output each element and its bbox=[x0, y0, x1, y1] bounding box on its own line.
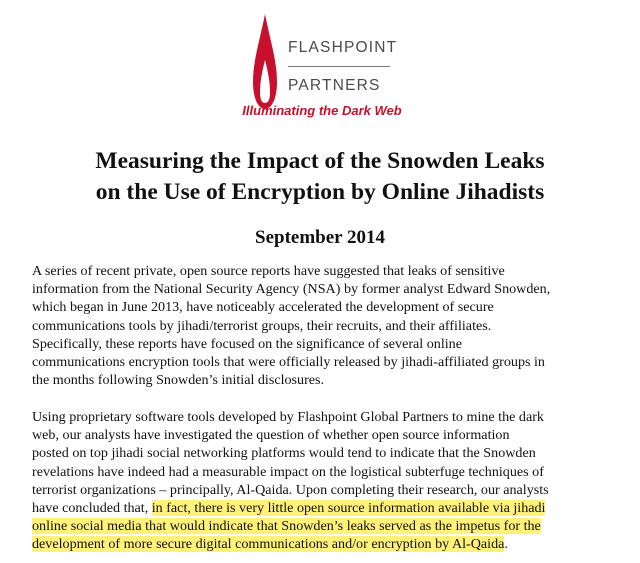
paragraph-line: Using proprietary software tools developed by Flashpoint Global Partners to mine the dark bbox=[32, 409, 544, 425]
logo-name-line1: FLASHPOINT bbox=[288, 39, 398, 56]
paragraph-line: web, our analysts have investigated the question of whether open source information bbox=[32, 427, 510, 444]
plain-text: . bbox=[504, 536, 508, 553]
paragraph-line bbox=[32, 535, 632, 553]
logo-tagline: Illuminating the Dark Web bbox=[242, 103, 402, 118]
document-title bbox=[0, 146, 640, 208]
paragraph-line: communications tools by jihadi/terrorist groups, their recruits, and their affiliates. bbox=[32, 317, 492, 334]
paragraph-line: revelations have indeed had a measurable impact on the logistical subterfuge techniques of bbox=[32, 463, 544, 480]
paragraph-line bbox=[32, 517, 632, 535]
flame-icon bbox=[250, 12, 280, 112]
paragraph-line: Specifically, these reports have focused on the significance of several online bbox=[32, 335, 462, 352]
highlighted-text: development of more secure digital communications and/or encryption by Al-Qaida bbox=[32, 536, 505, 553]
title-line-1: Measuring the Impact of the Snowden Leaks bbox=[95, 148, 545, 174]
title-line-2: on the Use of Encryption by Online Jihadists bbox=[95, 179, 545, 205]
paragraph-line: communications encryption tools that were officially released by jihadi-affiliated groups in bbox=[32, 354, 545, 371]
paragraph-line: the months following Snowden’s initial disclosures. bbox=[32, 372, 325, 389]
document-date: September 2014 bbox=[255, 227, 385, 248]
paragraph-line: which began in June 2013, have noticeably accelerated the development of secure bbox=[32, 299, 494, 316]
paragraph-line bbox=[32, 499, 632, 517]
highlighted-text: online social media that would indicate that Snowden’s leaks served as the impetus for the bbox=[32, 518, 541, 535]
paragraph-intro bbox=[32, 262, 632, 389]
logo-divider bbox=[288, 66, 390, 67]
paragraph-line: posted on top jihadi social networking platforms would tend to indicate that the Snowden bbox=[32, 445, 536, 462]
plain-text: have concluded that, bbox=[32, 500, 152, 517]
paragraph-line: A series of recent private, open source reports have suggested that leaks of sensitive bbox=[32, 263, 505, 279]
highlighted-text: in fact, there is very little open source information available via jihadi bbox=[151, 500, 546, 517]
paragraph-findings bbox=[32, 408, 632, 554]
paragraph-line: terrorist organizations – principally, Al-Qaida. Upon completing their research, our analysts bbox=[32, 481, 549, 498]
logo-name-line2: PARTNERS bbox=[288, 77, 381, 94]
paragraph-line: information from the National Security Agency (NSA) by former analyst Edward Snowden, bbox=[32, 281, 551, 298]
